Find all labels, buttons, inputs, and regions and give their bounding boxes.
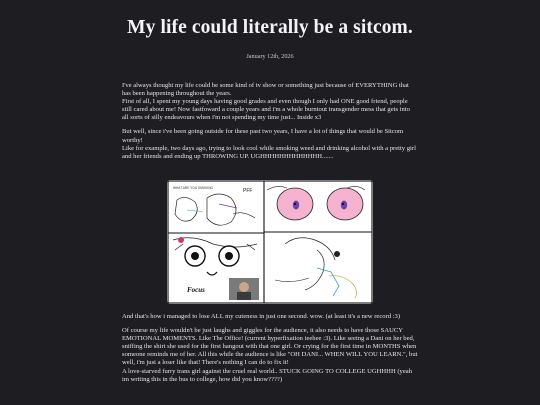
- paragraph-text: Of course my life wouldn't be just laughs and giggles for the audience, it also needs to have those SAUCY EMOTIONAL MOMENTS. Like The Office! (current hyperfixation teehee :3). Like seeing a Dani on her bed, sniffing the shirt she used for the first hangout with that one girl. Or crying for the first time in MONTHS when someone reminds me of her. All this while the audience is like "OH DANI... WHEN WILL YOU LEARN.", but well, i'm just a loser like that! There's nothing I can do to fix it!: [122, 327, 418, 367]
- panel-eyes: [267, 186, 365, 220]
- paragraph-text: First of all, I spent my young days having good grades and even though I only had ONE good friend, people still cared about me! Now fastfoward a couple years and i'm a whole burntout transgender mess that gets into all sorts of silly endeavours when i'm not spending my time just... Inside x3: [122, 98, 410, 122]
- paragraph: [122, 82, 418, 122]
- paragraph-text: A love-starved furry trans girl against the cruel real world.. STUCK GOING TO COLLEGE UGHHHH (yeah im writing this in the bus to college, how did you know????): [122, 367, 412, 383]
- paragraph-text: Like for example, two days ago, trying to look cool while smoking weed and drinking alcohol with a pretty girl and her friends and ending up THROWING UP. UGHHHHHHHHHHHHH.......: [122, 144, 416, 160]
- paragraph: [122, 327, 418, 384]
- post-title: My life could literally be a sitcom.: [127, 17, 413, 38]
- panel-smoking: [173, 186, 255, 225]
- panel-vomit: [275, 238, 357, 298]
- paragraph-text: I've always thought my life could be some kind of tv show or something just because of EVERYTHING that has been happening throughout the years.: [122, 82, 409, 98]
- panel-focus: [173, 237, 259, 300]
- post-date: January 12th, 2026: [246, 53, 294, 60]
- comic-focus-label: Focus: [187, 286, 205, 294]
- post-body: [122, 82, 418, 167]
- paragraph: [122, 313, 418, 321]
- comic-image: [167, 180, 373, 304]
- post-body-continued: [122, 313, 418, 390]
- comic-drawing: [167, 180, 373, 304]
- paragraph-text: And that's how i managed to lose ALL my cuteness in just one second. wow. (at least it's a new record :3): [122, 313, 401, 320]
- paragraph-text: But well, since i've been going outside for these past two years, I have a lot of things that would be Sitcom worthy!: [122, 128, 404, 144]
- comic-sfx: PFF: [243, 188, 253, 194]
- paragraph: [122, 128, 418, 160]
- comic-caption: WHAT ARE YOU SMOKING: [173, 186, 214, 190]
